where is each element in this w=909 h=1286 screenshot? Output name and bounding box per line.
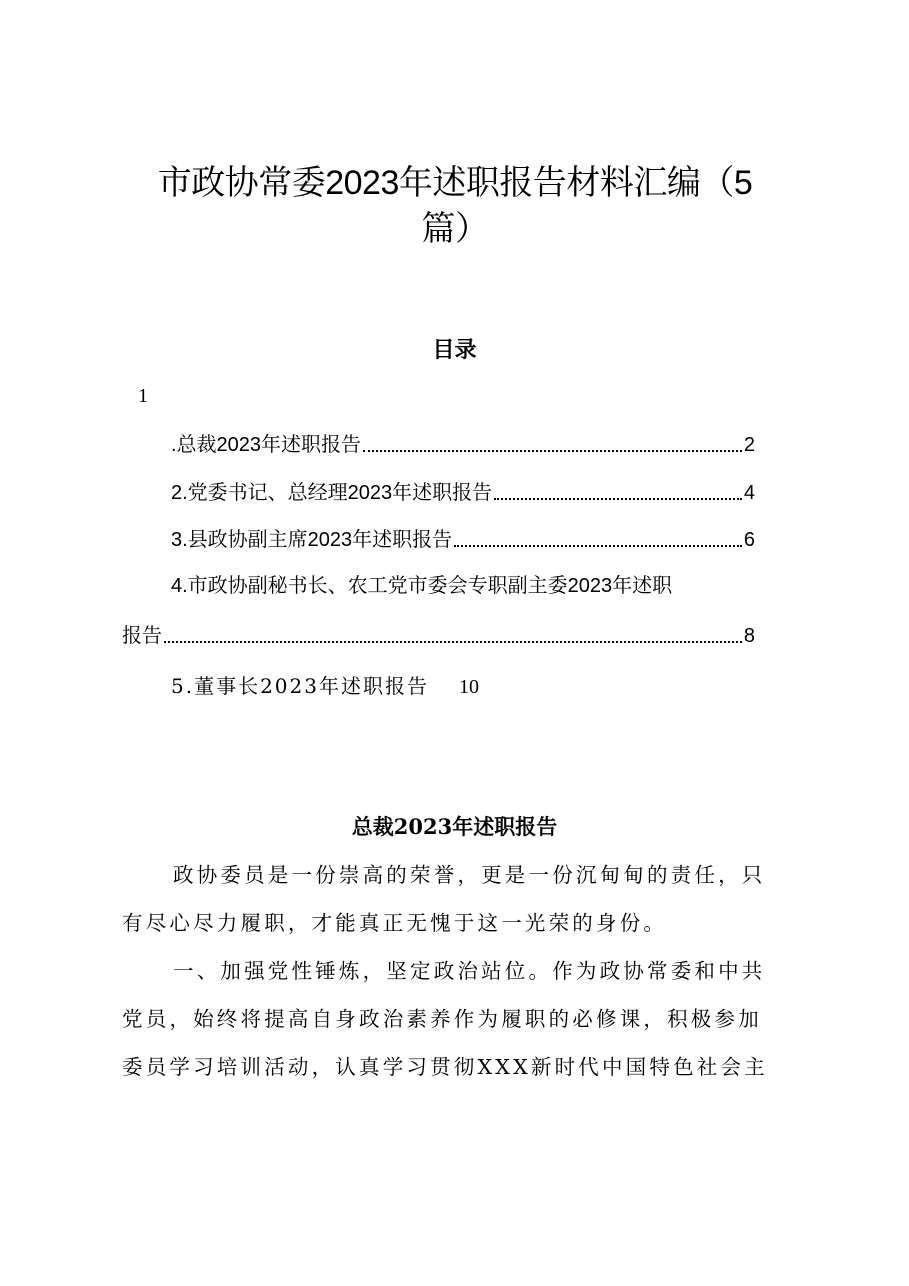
toc-entry-title: 3.县政协副主席2023年述职报告 [171, 529, 453, 551]
toc-entry-2[interactable] [171, 479, 755, 507]
body-line-1: 政协委员是一份崇高的荣誉，更是一份沉甸甸的责任，只 [173, 863, 766, 887]
toc-entry-page: 2 [743, 434, 755, 456]
toc-leader-dots [164, 640, 742, 643]
title-line-1: 市政协常委2023年述职报告材料汇编（5 [157, 164, 753, 202]
body-line-2: 有尽心尽力履职，才能真正无愧于这一光荣的身份。 [122, 911, 668, 935]
toc-entry-title: 5.董事长2023年述职报告 [171, 674, 429, 698]
body-line-4: 党员，始终将提高自身政治素养作为履职的必修课，积极参加 [122, 1007, 762, 1031]
toc-entry-title: 报告 [122, 625, 162, 647]
toc-entry-4-line-2[interactable] [122, 622, 755, 650]
body-line-5: 委员学习培训活动，认真学习贯彻XXX新时代中国特色社会主 [122, 1055, 768, 1079]
toc-entry-title: 2.党委书记、总经理2023年述职报告 [171, 482, 493, 504]
toc-entry-3[interactable] [171, 526, 755, 554]
toc-leader-dots [454, 544, 742, 547]
toc-entry-page: 6 [743, 529, 755, 551]
document-title [110, 160, 800, 252]
section-heading: 总裁2023年述职报告 [351, 814, 558, 839]
title-line-2: 篇） [421, 210, 489, 248]
toc-entry-4-line-1[interactable]: 4.市政协副秘书长、农工党市委会专职副主委2023年述职 [171, 575, 673, 597]
toc-entry-title: .总裁2023年述职报告 [171, 434, 362, 456]
toc-number-1: 1 [138, 385, 148, 407]
toc-heading: 目录 [432, 337, 477, 363]
toc-entry-5[interactable] [171, 672, 479, 701]
toc-leader-dots [494, 497, 742, 500]
toc-entry-page: 8 [743, 625, 755, 647]
toc-leader-dots [363, 449, 742, 452]
toc-entry-page: 4 [743, 482, 755, 504]
toc-entry-1[interactable] [171, 431, 755, 459]
body-line-3: 一、加强党性锤炼，坚定政治站位。作为政协常委和中共 [173, 959, 766, 983]
toc-entry-page: 10 [458, 676, 479, 698]
